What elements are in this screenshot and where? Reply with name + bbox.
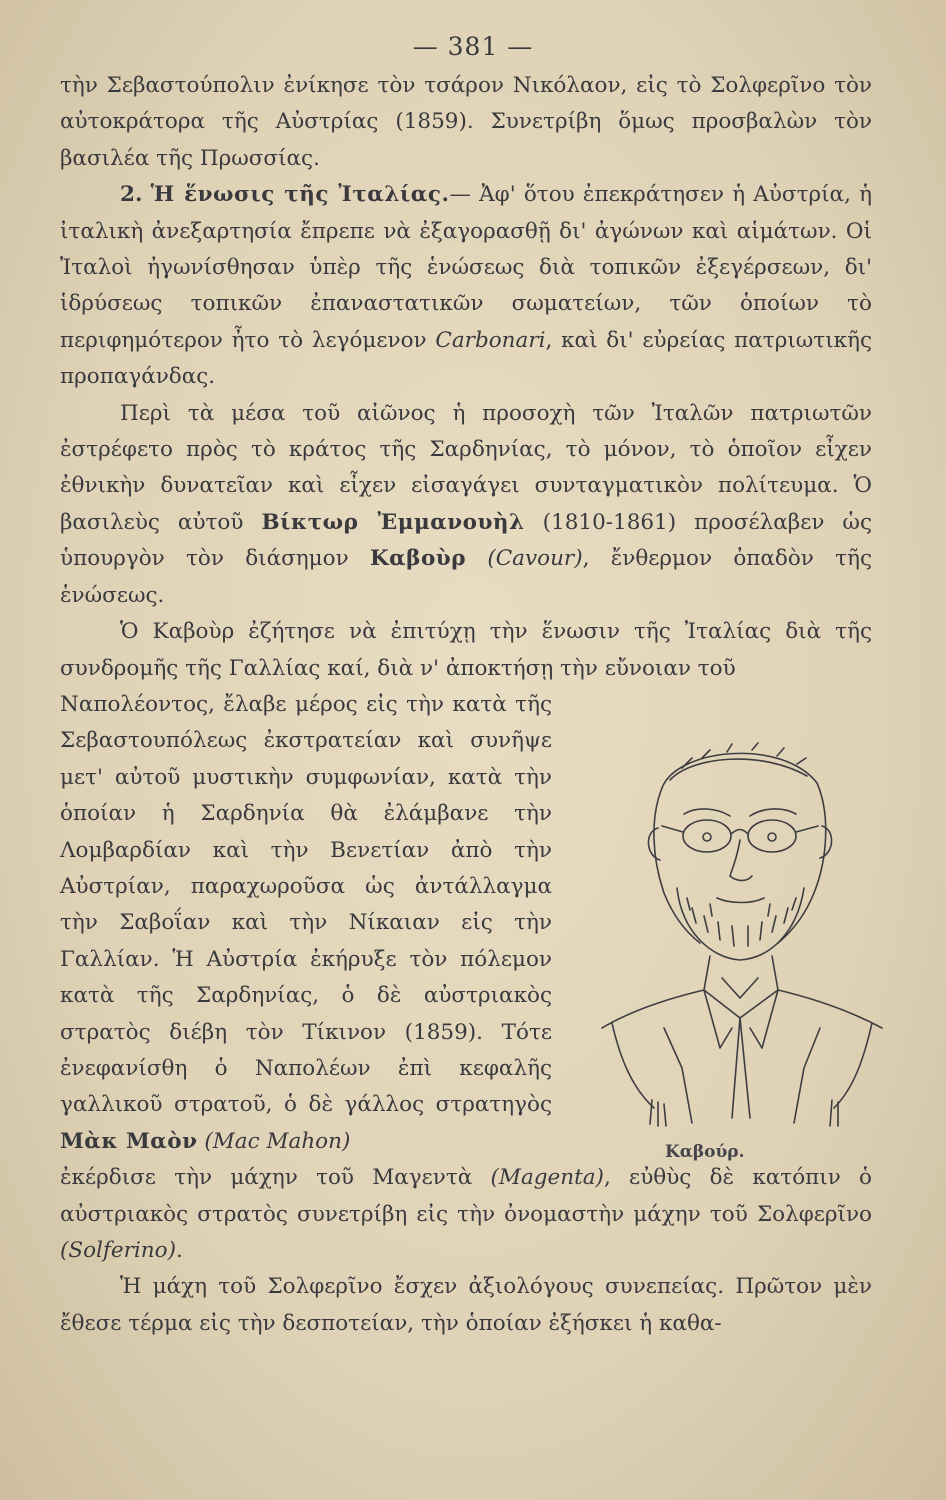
paragraph-5-text: Ἡ μάχη τοῦ Σολφερῖνο ἔσχεν ἀξιολόγους συνεπείας. Πρῶτον μὲν ἔθεσε τέρμα εἰς τὴν δεσποτείαν, τὴν ὁποίαν ἐξήσκει ἡ καθα- <box>60 1274 872 1336</box>
latin-cavour: (Cavour) <box>487 546 583 572</box>
paragraph-4-wrap-text <box>60 687 552 1160</box>
paragraph-4-text-b: ἐκέρδισε τὴν μάχην τοῦ Μαγεντὰ <box>60 1165 473 1191</box>
paragraph-4-wrapped <box>60 687 552 1160</box>
latin-magenta: (Magenta) <box>490 1165 604 1191</box>
paragraph-4-bottom <box>60 1160 872 1269</box>
paragraph-4-top <box>60 614 872 687</box>
name-mac-mahon: Μὰκ Μαὸν <box>60 1128 198 1154</box>
section-text-a: — Ἀφ' ὅτου ἐπεκράτησεν ἡ Αὐστρία, ἡ ἰταλικὴ ἀνεξαρτησία ἔπρεπε νὰ ἐξαγορασθῇ δι' ἀγώνων καὶ αἱμάτων. Οἱ Ἰταλοὶ ἠγωνίσθησαν ὑπὲρ τῆς ἑνώσεως διὰ τοπικῶν ἐξεγέρσεων, δι' ἱδρύσεως τοπικῶν ἐπαναστατικῶν σωματείων, τῶν ὁποίων τὸ περιφημότερον ἦτο τὸ λεγόμενον <box>60 182 872 353</box>
paragraph-3 <box>60 396 872 614</box>
section-text-b: , καὶ δι' εὐρείας πατριωτικῆς προπαγάνδας. <box>60 327 872 390</box>
paragraph-3-text-b: (1810-1861) προσέλαβεν ὡς ὑπουργὸν τὸν διάσημον <box>60 509 872 572</box>
page-number: — 381 — <box>412 32 534 61</box>
latin-mac-mahon: (Mac Mahon) <box>204 1128 351 1154</box>
portrait-caption: Καβούρ. <box>665 1142 745 1162</box>
section-number: 2. <box>120 182 143 208</box>
section-heading: Ἡ ἕνωσις τῆς Ἰταλίας. <box>150 182 450 208</box>
paragraph-3-text-c: , ἔνθερμον ὀπαδὸν τῆς ἑνώσεως. <box>60 546 872 608</box>
name-cavour: Καβοὺρ <box>369 546 467 572</box>
latin-solferino: (Solferino) <box>60 1238 176 1263</box>
paragraph-4-text-c: , εὐθὺς δὲ κατόπιν ὁ αὐστριακὸς στρατὸς συνετρίβη εἰς τὴν ὀνομαστὴν μάχην τοῦ Σολφερῖνο <box>60 1165 872 1227</box>
paragraph-4-text-d: . <box>175 1238 183 1263</box>
paragraph-1-text: τὴν Σεβαστούπολιν ἐνίκησε τὸν τσάρον Νικόλαον, εἰς τὸ Σολφερῖνο τὸν αὐτοκράτορα τῆς Αὐστρίας (1859). Συνετρίβη ὅμως προσβαλὼν τὸν βασιλέα τῆς Πρωσσίας. <box>60 73 872 171</box>
paragraph-3-text-a: Περὶ τὰ μέσα τοῦ αἰῶνος ἡ προσοχὴ τῶν Ἰταλῶν πατριωτῶν ἐστρέφετο πρὸς τὸ κράτος τῆς Σαρδηνίας, τὸ μόνον, τὸ ὁποῖον εἶχεν ἐθνικὴν δυνατεῖαν καὶ εἶχεν εἰσαγάγει συνταγματικὸν πολίτευμα. Ὁ βασιλεὺς αὐτοῦ <box>60 400 872 535</box>
paragraph-5 <box>60 1269 872 1342</box>
term-carbonari: Carbonari <box>435 327 546 353</box>
paragraph-1 <box>60 68 872 177</box>
cavour-portrait-illustration <box>592 728 892 1138</box>
paragraph-4-text-a: Ὁ Καβοὺρ ἐζήτησε νὰ ἐπιτύχῃ τὴν ἕνωσιν τῆς Ἰταλίας διὰ τῆς συνδρομῆς τῆς Γαλλίας καί, διὰ ν' ἀποκτήσῃ τὴν εὔνοιαν τοῦ <box>60 619 872 681</box>
body-text <box>60 68 872 1342</box>
name-victor-emmanuel: Βίκτωρ Ἐμμανουὴλ <box>261 509 525 535</box>
paragraph-4-wrap-span: Ναπολέοντος, ἔλαβε μέρος εἰς τὴν κατὰ τῆς Σεβαστουπόλεως ἐκστρατείαν καὶ συνῆψε μετ' αὐτοῦ μυστικὴν συμφωνίαν, κατὰ τὴν ὁποίαν ἡ Σαρδηνία θὰ ἐλάμβανε τὴν Λομβαρδίαν καὶ τὴν Βενετίαν ἀπὸ τὴν Αὐστρίαν, παραχωροῦσα ὡς ἀντάλλαγμα τὴν Σαβοΐαν καὶ τὴν Νίκαιαν εἰς τὴν Γαλλίαν. Ἡ Αὐστρία ἐκήρυξε τὸν πόλεμον κατὰ τῆς Σαρδηνίας, ὁ δὲ αὐστριακὸς στρατὸς διέβη τὸν Τίκινον (1859). Τότε ἐνεφανίσθη ὁ Ναπολέων ἐπὶ κεφαλῆς γαλλικοῦ στρατοῦ, ὁ δὲ γάλλος στρατηγὸς <box>60 691 552 1118</box>
paragraph-section-2 <box>60 177 872 395</box>
